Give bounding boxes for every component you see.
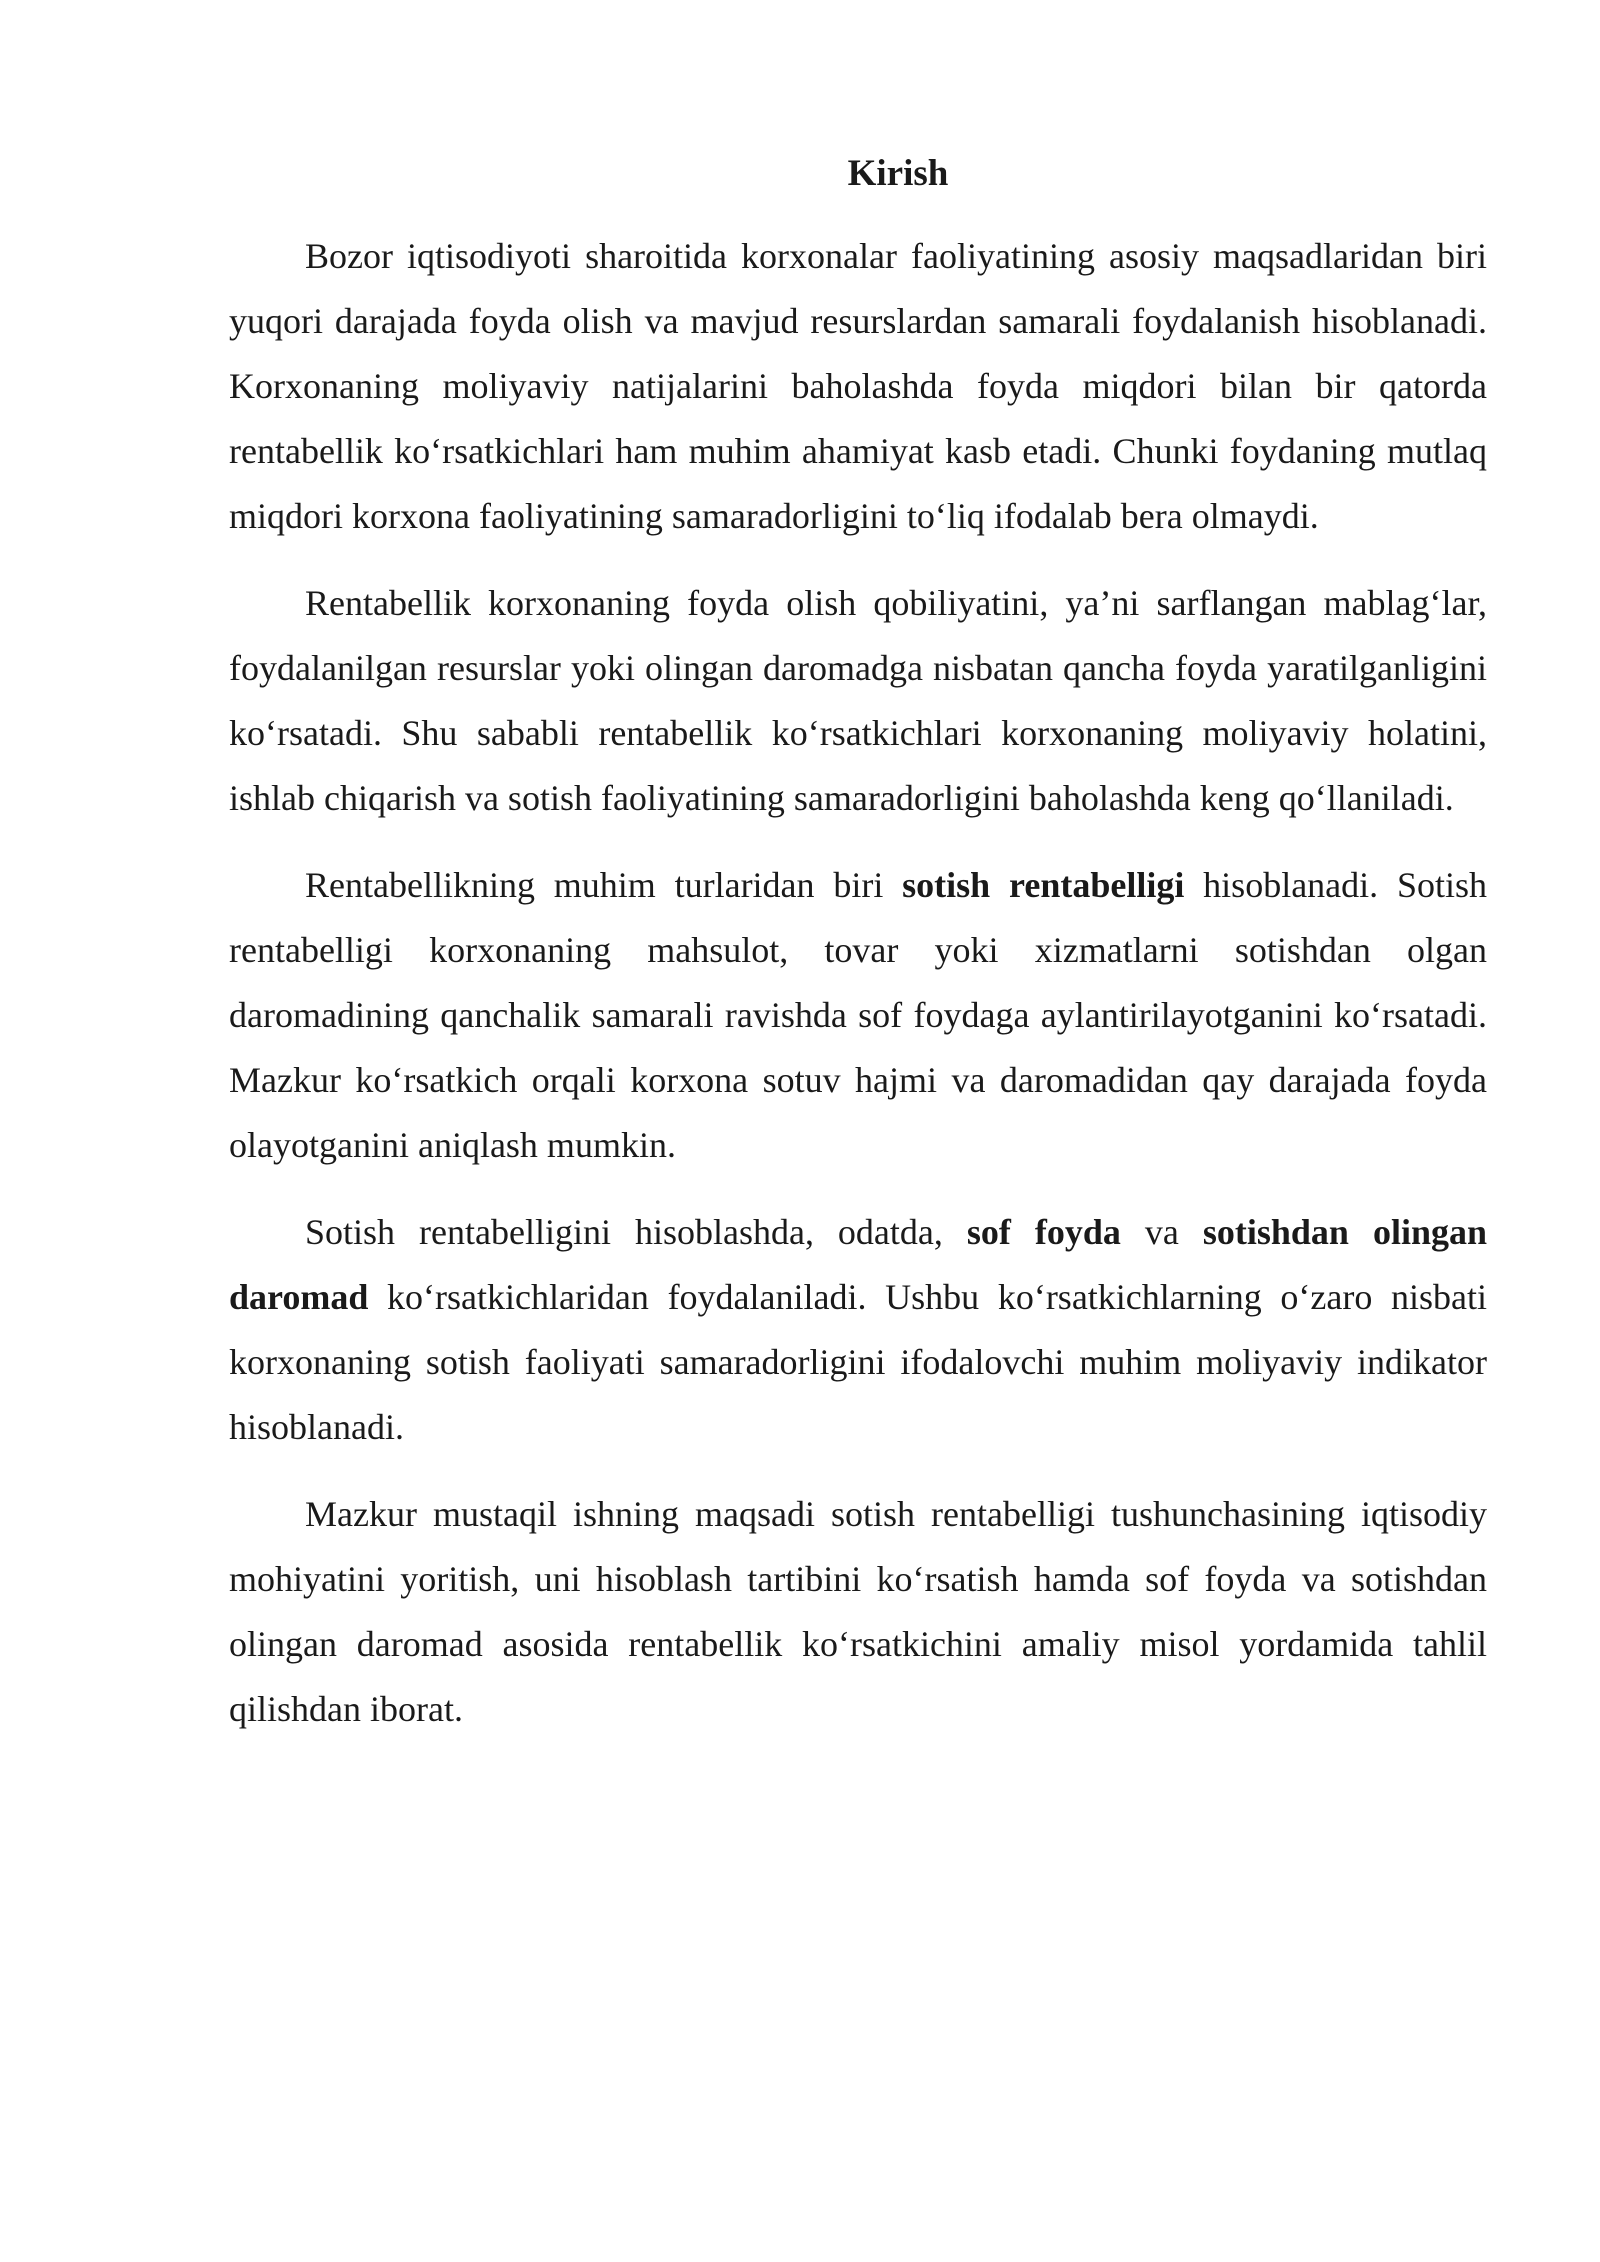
paragraph-text: Rentabellik korxonaning foyda olish qobiliyatini, ya’ni sarflangan mablag‘lar, foydalanilgan resurslar yoki olingan daromadga nisbatan qancha foyda yaratilganligini ko‘rsatadi. Shu sababli rentabellik ko‘rsatkichlari korxonaning moliyaviy holatini, ishlab chiqarish va sotish faoliyatining samaradorligini baholashda keng qo‘llaniladi. <box>229 583 1487 818</box>
paragraph <box>229 1482 1487 1742</box>
page-title: Kirish <box>847 153 949 194</box>
paragraph-text: Bozor iqtisodiyoti sharoitida korxonalar faoliyatining asosiy maqsadlaridan biri yuqori darajada foyda olish va mavjud resurslardan samarali foydalanish hisoblanadi. Korxonaning moliyaviy natijalarini baholashda foyda miqdori bilan bir qatorda rentabellik ko‘rsatkichlari ham muhim ahamiyat kasb etadi. Chunki foydaning mutlaq miqdori korxona faoliyatining samaradorligini to‘liq ifodalab bera olmaydi. <box>229 236 1487 536</box>
paragraph <box>229 571 1487 831</box>
paragraph-text: Rentabellikning muhim turlaridan biri <box>305 865 903 905</box>
paragraph-text: Sotish rentabelligini hisoblashda, odatda, <box>305 1212 967 1252</box>
document-body <box>229 150 1487 1764</box>
paragraph-text: Mazkur mustaqil ishning maqsadi sotish rentabelligi tushunchasining iqtisodiy mohiyatini yoritish, uni hisoblash tartibini ko‘rsatish hamda sof foyda va sotishdan olingan daromad asosida rentabellik ko‘rsatkichini amaliy misol yordamida tahlil qilishdan iborat. <box>229 1494 1487 1729</box>
paragraph-text: va <box>1120 1212 1203 1252</box>
paragraph <box>229 853 1487 1178</box>
bold-term: sotish rentabelligi <box>902 865 1185 905</box>
paragraph-text: hisoblanadi. Sotish rentabelligi korxonaning mahsulot, tovar yoki xizmatlarni sotishdan olgan daromadining qanchalik samarali ravishda sof foydaga aylantirilayotganini ko‘rsatadi. Mazkur ko‘rsatkich orqali korxona sotuv hajmi va daromadidan qay darajada foyda olayotganini aniqlash mumkin. <box>229 865 1488 1165</box>
paragraph <box>229 224 1487 549</box>
paragraph-text: ko‘rsatkichlaridan foydalaniladi. Ushbu ko‘rsatkichlarning o‘zaro nisbati korxonaning sotish faoliyati samaradorligini ifodalovchi muhim moliyaviy indikator hisoblanadi. <box>229 1277 1487 1447</box>
bold-term: sof foyda <box>966 1212 1121 1252</box>
bold-term: sotishdan olingan daromad <box>229 1212 1487 1317</box>
paragraph <box>229 1200 1487 1460</box>
